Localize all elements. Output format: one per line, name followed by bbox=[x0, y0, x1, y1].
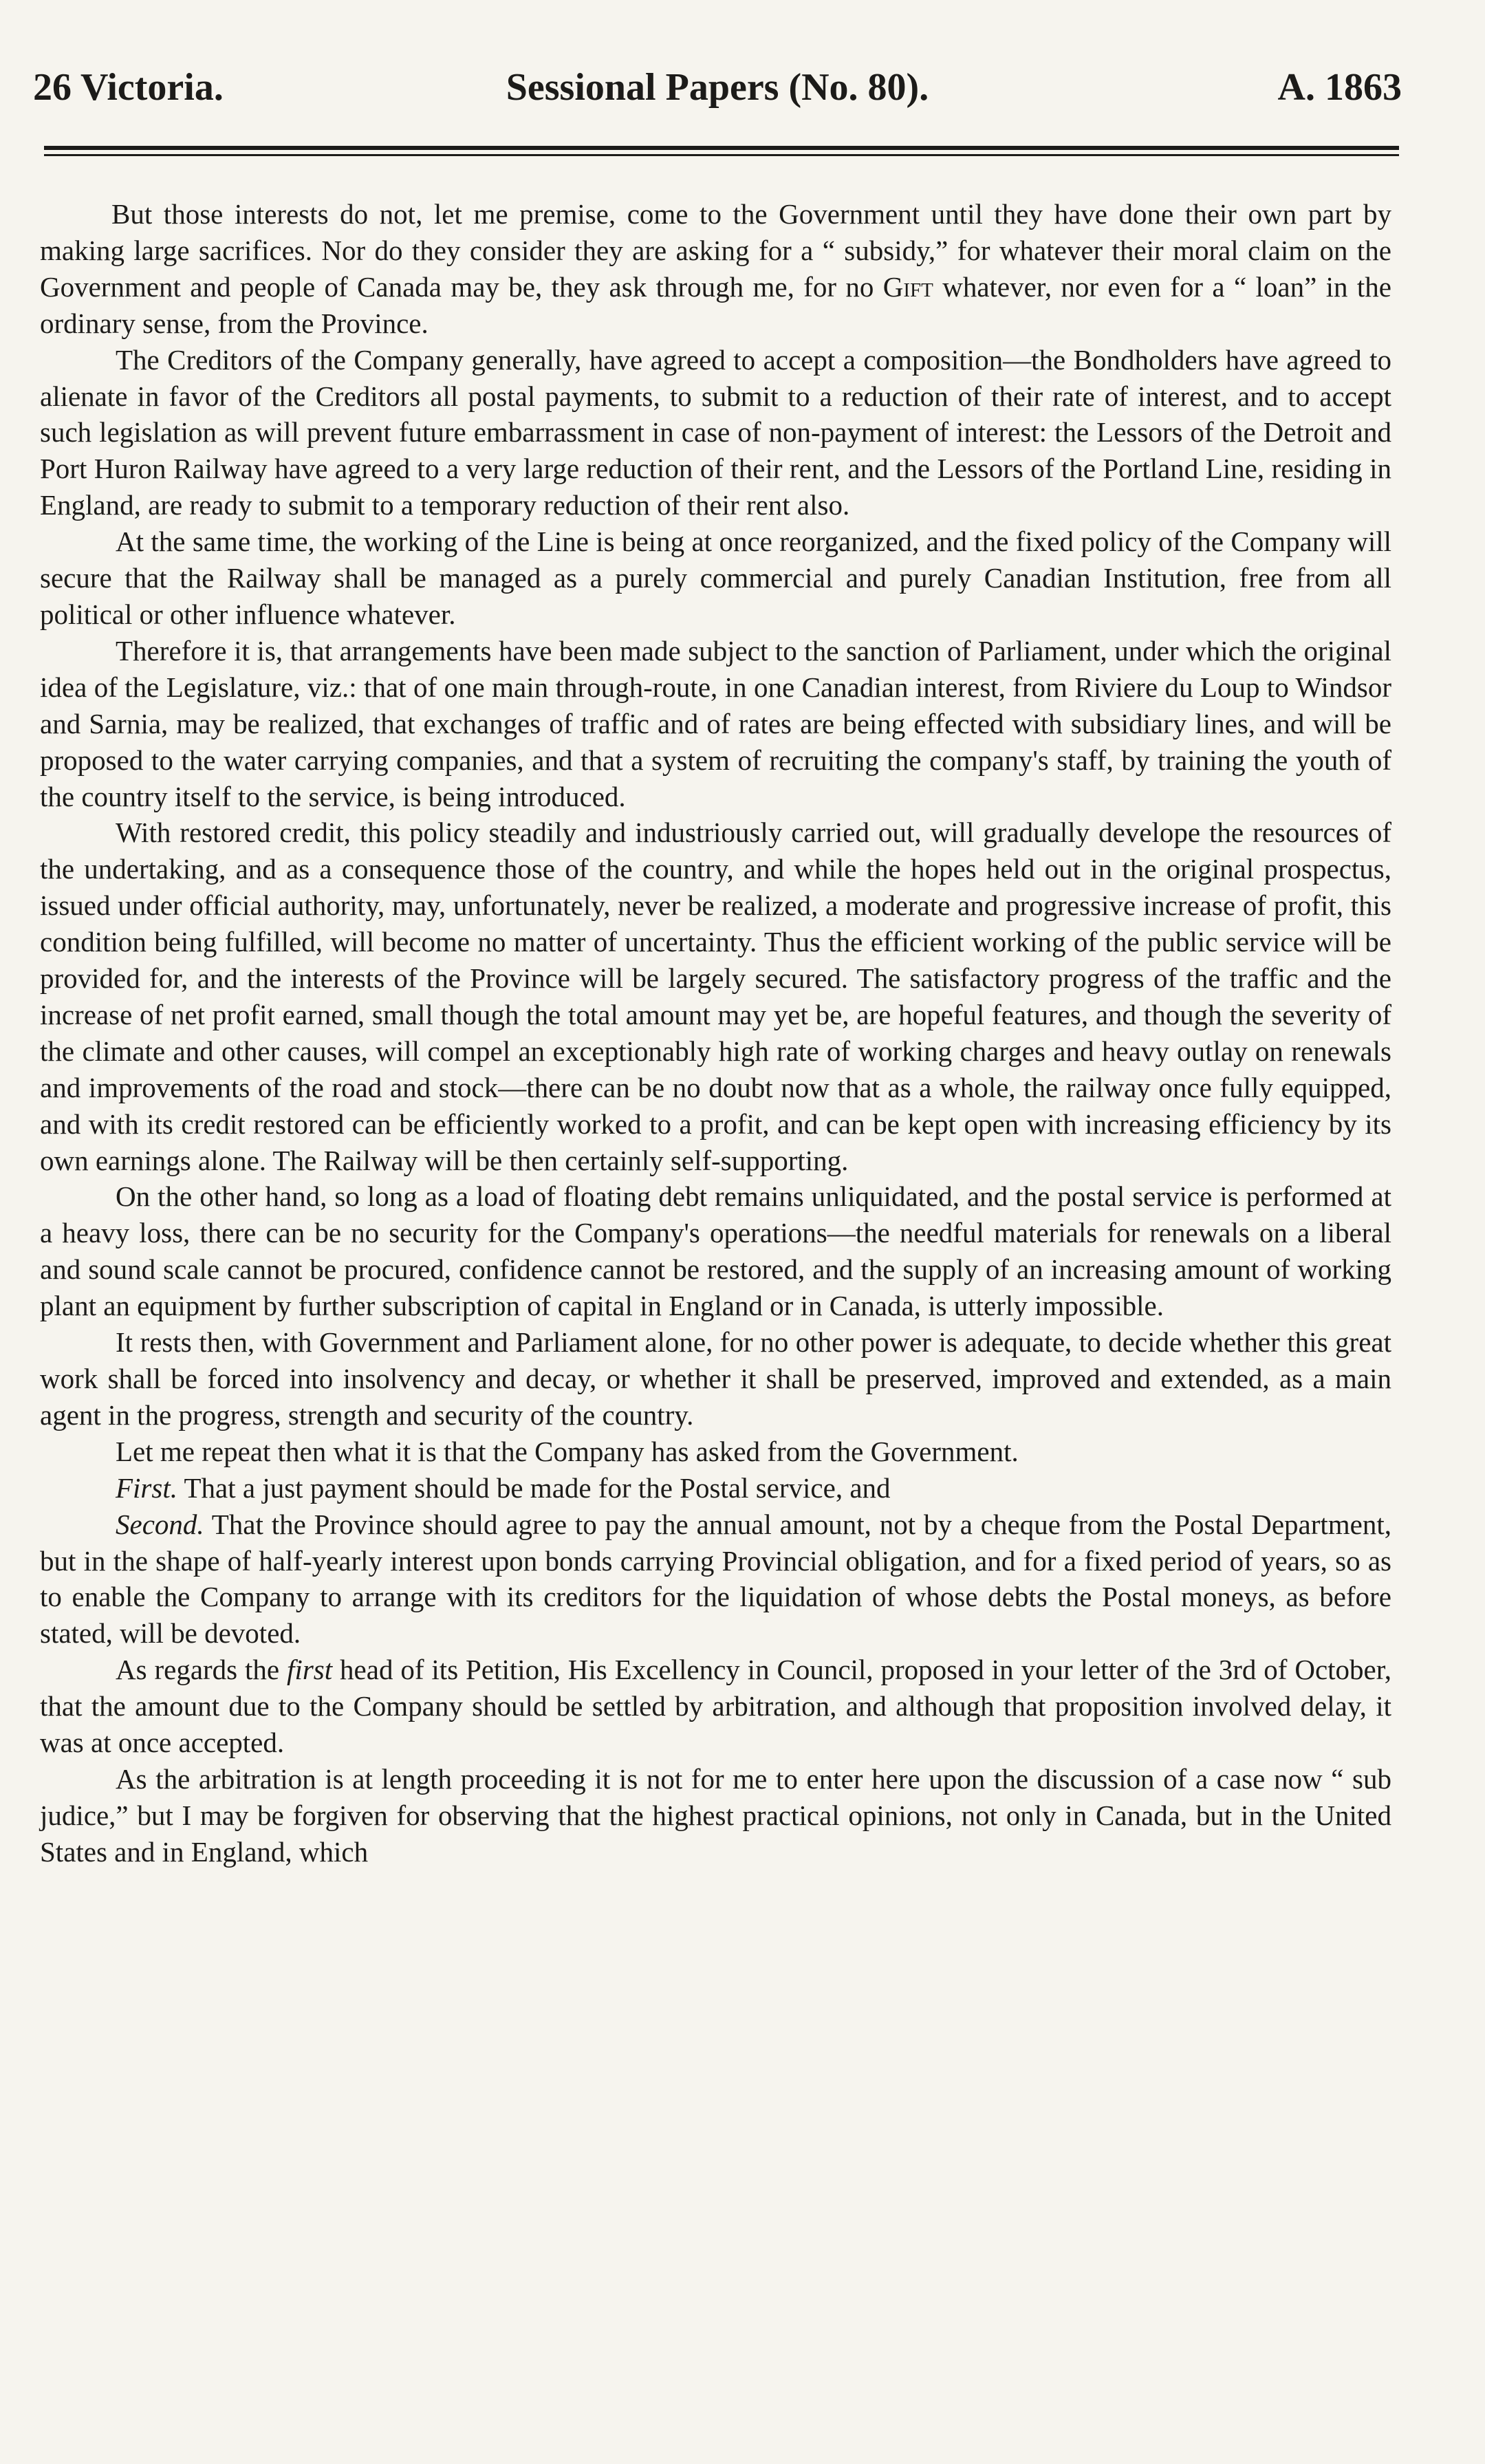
small-caps-word: Gift bbox=[882, 270, 933, 303]
italic-lead-word: Second. bbox=[116, 1508, 204, 1540]
paragraph-1: But those interests do not, let me premise, come to the Government until they have done their own part by making large sacrifices. Nor do they consider they are asking for a “ subsidy,” for whatever their moral claim on the Government and people of Canada may be, they ask through me, for no Gift whatever, nor even for a “ loan” in the ordinary sense, from the Province. bbox=[40, 198, 1391, 339]
paragraph-8: Let me repeat then what it is that the Company has asked from the Government. bbox=[116, 1435, 1019, 1467]
paragraph-4: Therefore it is, that arrangements have been made subject to the sanction of Parliament, under which the original idea of the Legislature, viz.: that of one main through-route, in one Canadian interest, from Riviere du Loup to Windsor and Sarnia, may be realized, that exchanges of traffic and of rates are being effected with subsidiary lines, and will be proposed to the water carrying companies, and that a system of recruiting the company's staff, by training the youth of the country itself to the service, is being introduced. bbox=[40, 634, 1391, 812]
header-title: Sessional Papers (No. 80). bbox=[506, 66, 929, 109]
body-text bbox=[40, 196, 1391, 1870]
paragraph-5: With restored credit, this policy steadily and industriously carried out, will gradually develope the resources of the undertaking, and as a consequence those of the country, and while the hopes held out in the original prospectus, issued under official authority, may, unfortunately, never be realized, a moderate and progressive increase of profit, this condition being fulfilled, will become no matter of uncertainty. Thus the efficient working of the public service will be provided for, and the interests of the Province will be largely secured. The satisfactory progress of the traffic and the increase of net profit earned, small though the total amount may yet be, are hopeful features, and though the severity of the climate and other causes, will compel an exceptionably high rate of working charges and heavy outlay on renewals and improvements of the road and stock—there can be no doubt now that as a whole, the railway once fully equipped, and with its credit restored can be efficiently worked to a profit, and can be kept open with increasing efficiency by its own earnings alone. The Railway will be then certainly self-supporting. bbox=[40, 817, 1391, 1176]
header-volume: 26 Victoria. bbox=[33, 66, 224, 109]
header-year: A. 1863 bbox=[1277, 66, 1402, 109]
paragraph-7: It rests then, with Government and Parliament alone, for no other power is adequate, to decide whether this great work shall be forced into insolvency and decay, or whether it shall be preserved, improved and extended, as a main agent in the progress, strength and security of the country. bbox=[40, 1326, 1391, 1431]
page-header bbox=[33, 65, 1402, 114]
paragraph-12: As the arbitration is at length proceeding it is not for me to enter here upon the discussion of a case now “ sub judice,” but I may be forgiven for observing that the highest practical opinions, not only in Canada, but in the United States and in England, which bbox=[40, 1762, 1391, 1868]
italic-lead-word: First. bbox=[116, 1471, 177, 1504]
paragraph-6: On the other hand, so long as a load of floating debt remains unliquidated, and the postal service is performed at a heavy loss, there can be no security for the Company's operations—the needful materials for renewals on a liberal and sound scale cannot be procured, confidence cannot be restored, and the supply of an increasing amount of working plant an equipment by further subscription of capital in England or in Canada, is utterly impossible. bbox=[40, 1180, 1391, 1322]
italic-word: first bbox=[287, 1654, 333, 1686]
paragraph-11: As regards the first head of its Petition, His Excellency in Council, proposed in your letter of the 3rd of October, that the amount due to the Company should be settled by arbitration, and although that proposition involved delay, it was at once accepted. bbox=[40, 1654, 1392, 1759]
paragraph-3: At the same time, the working of the Line is being at once reorganized, and the fixed policy of the Company will secure that the Railway shall be managed as a purely commercial and purely Canadian Institution, free from all political or other influence whatever. bbox=[40, 526, 1391, 630]
paragraph-9: First. That a just payment should be made for the Postal service, and bbox=[116, 1471, 891, 1504]
paragraph-2: The Creditors of the Company generally, have agreed to accept a composition—the Bondholders have agreed to alienate in favor of the Creditors all postal payments, to submit to a reduction of their rate of interest, and to accept such legislation as will prevent future embarrassment in case of non-payment of interest: the Lessors of the Detroit and Port Huron Railway have agreed to a very large reduction of their rent, and the Lessors of the Portland Line, residing in England, are ready to submit to a temporary reduction of their rent also. bbox=[40, 343, 1391, 521]
header-rule-thin bbox=[44, 154, 1399, 156]
header-rule-thick bbox=[44, 146, 1399, 150]
paragraph-10: Second. That the Province should agree to pay the annual amount, not by a cheque from the Postal Department, but in the shape of half-yearly interest upon bonds carrying Provincial obligation, and for a fixed period of years, so as to enable the Company to arrange with its creditors for the liquidation of whose debts the Postal moneys, as before stated, will be devoted. bbox=[40, 1508, 1391, 1650]
